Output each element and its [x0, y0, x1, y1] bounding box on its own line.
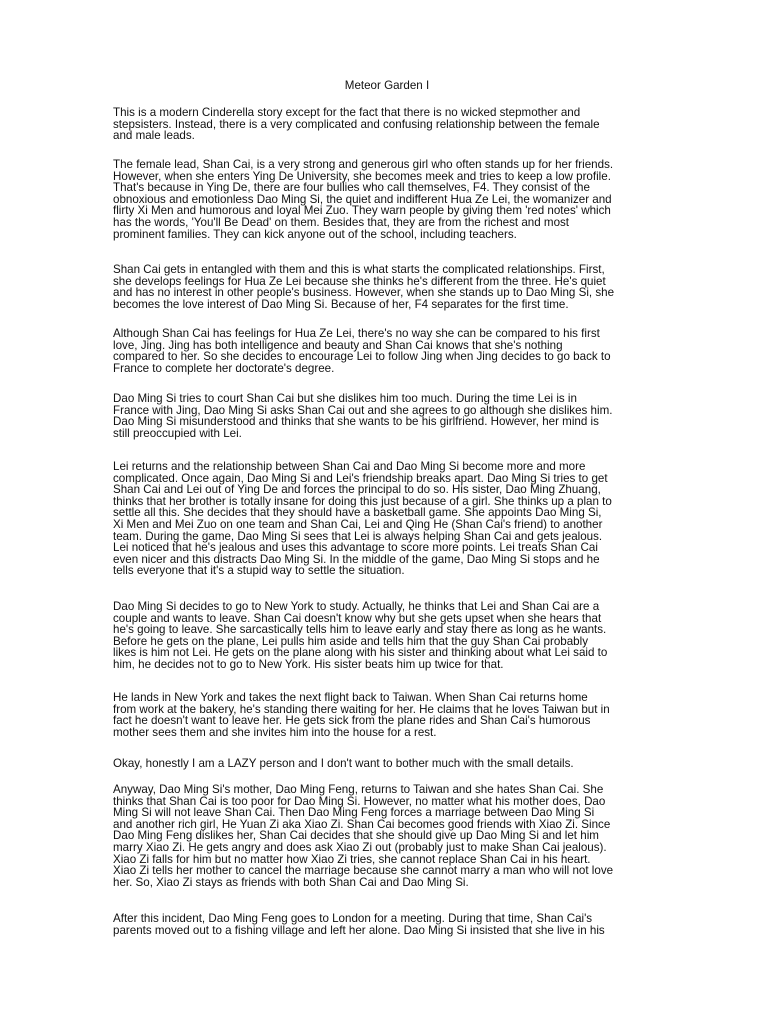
text-line: Dao Ming Si decides to go to New York to study. Actually, he thinks that Lei and Shan Cai are a: [113, 600, 600, 613]
text-line: she develops feelings for Hua Ze Lei because she thinks he's different from the three. He's quiet: [113, 274, 606, 288]
text-line: Lei returns and the relationship between Shan Cai and Dao Ming Si become more and more: [113, 460, 586, 473]
text-line: stepsisters. Instead, there is a very complicated and confusing relationship between the female: [113, 117, 600, 131]
paragraph-return: [113, 692, 661, 738]
paragraph-intro: [113, 107, 661, 142]
paragraph-entanglement: [113, 264, 661, 310]
text-line: Shan Cai gets in entangled with them and this is what starts the complicated relationships. First,: [113, 263, 605, 276]
text-line: even nicer and this distracts Dao Ming Si. In the middle of the game, Dao Ming Si stops and he: [113, 552, 600, 566]
text-line: has the words, 'You'll Be Dead' on them. Besides that, they are from the richest and most: [113, 215, 570, 229]
text-line: likes is him not Lei. He gets on the plane along with his sister and thinking about what Lei said to: [113, 646, 608, 660]
text-line: After this incident, Dao Ming Feng goes to London for a meeting. During that time, Shan Cai's: [113, 912, 593, 925]
text-line: thinks that Shan Cai is too poor for Dao Ming Si. However, no matter what his mother does, Dao: [113, 794, 606, 808]
text-line: Ming Si will not leave Shan Cai. Then Dao Ming Feng forces a marriage between Dao Ming Si: [113, 806, 595, 820]
text-line: settle all this. She decides that they should have a basketball game. She appoints Dao Ming Si,: [113, 506, 602, 520]
text-line: and has no interest in other people's business. However, when she stands up to Dao Ming Si, she: [113, 286, 615, 300]
paragraph-mother: [113, 784, 661, 888]
text-line: complicated. Once again, Dao Ming Si and Lei's friendship breaks apart. Dao Ming Si tries to get: [113, 471, 608, 485]
text-line: marry Xiao Zi. He gets angry and does ask Xiao Zi out (probably just to make Shan Cai jealous).: [113, 840, 607, 854]
text-line: her. So, Xiao Zi stays as friends with both Shan Cai and Dao Ming Si.: [113, 875, 469, 889]
text-line: flirty Xi Men and humorous and loyal Mei Zuo. They warn people by giving them 'red notes' which: [113, 204, 611, 218]
text-line: Xiao Zi falls for him but no matter how Xiao Zi tries, she cannot replace Shan Cai in his heart.: [113, 852, 591, 866]
text-line: France with Jing, Dao Ming Si asks Shan Cai out and she agrees to go although she dislikes him.: [113, 403, 613, 417]
text-line: Although Shan Cai has feelings for Hua Ze Lei, there's no way she can be compared to his first: [113, 327, 600, 340]
text-line: tells everyone that it's a stupid way to settle the situation.: [113, 564, 405, 578]
text-line: Dao Ming Feng dislikes her, Shan Cai decides that she should give up Dao Ming Si and let him: [113, 829, 599, 843]
text-line: becomes the love interest of Dao Ming Si. Because of her, F4 separates for the first time.: [113, 297, 569, 311]
text-line: Dao Ming Si tries to court Shan Cai but she dislikes him too much. During the time Lei is in: [113, 392, 577, 405]
text-line: thinks that her brother is totally insane for doing this just because of a girl. She thinks up a plan to: [113, 494, 612, 508]
paragraph-court: [113, 393, 661, 439]
text-line: him, he decides not to go to New York. His sister beats him up twice for that.: [113, 657, 504, 671]
document-page: [113, 0, 661, 1024]
text-line: Lei noticed that he's jealous and uses this advantage to score more points. Lei treats Shan Cai: [113, 541, 598, 555]
paragraph-aside: [113, 758, 661, 770]
text-line: compared to her. So she decides to encourage Lei to follow Jing when Jing decides to go back to: [113, 350, 611, 364]
paragraph-new-york: [113, 601, 661, 671]
text-line: still preoccupied with Lei.: [113, 426, 242, 440]
text-line: He lands in New York and takes the next flight back to Taiwan. When Shan Cai returns home: [113, 691, 588, 704]
text-line: France to complete her doctorate's degree.: [113, 361, 335, 375]
text-line: prominent families. They can kick anyone out of the school, including teachers.: [113, 227, 517, 241]
text-line: Shan Cai and Lei out of Ying De and forces the principal to do so. His sister, Dao Ming Zhuang,: [113, 483, 601, 497]
text-line: Before he gets on the plane, Lei pulls him aside and tells him that the guy Shan Cai probably: [113, 634, 588, 648]
text-line: and male leads.: [113, 129, 195, 143]
text-line: However, when she enters Ying De University, she becomes meek and tries to keep a low profile.: [113, 169, 611, 183]
text-line: Xiao Zi tells her mother to cancel the marriage because she cannot marry a man who will not love: [113, 864, 614, 878]
text-line: couple and wants to leave. Shan Cai doesn't know why but she gets upset when she hears that: [113, 611, 602, 625]
text-line: Dao Ming Si misunderstood and thinks that she wants to be his girlfriend. However, her mind is: [113, 415, 599, 429]
text-line: This is a modern Cinderella story except for the fact that there is no wicked stepmother and: [113, 106, 581, 119]
text-line: from work at the bakery, he's standing there waiting for her. He claims that he loves Taiwan but in: [113, 702, 610, 716]
text-line: fact he doesn't want to leave her. He gets sick from the plane rides and Shan Cai's humorous: [113, 714, 591, 728]
paragraph-london: [113, 913, 661, 936]
text-line: mother sees them and she invites him into the house for a rest.: [113, 725, 437, 739]
text-line: Xi Men and Mei Zuo on one team and Shan Cai, Lei and Qing He (Shan Cai's friend) to another: [113, 517, 603, 531]
text-line: team. During the game, Dao Ming Si sees that Lei is always helping Shan Cai and gets jealous.: [113, 529, 603, 543]
document-title: Meteor Garden I: [344, 79, 430, 92]
text-line: Okay, honestly I am a LAZY person and I don't want to bother much with the small details.: [113, 757, 574, 770]
text-line: parents moved out to a fishing village and left her alone. Dao Ming Si insisted that she live in his: [113, 923, 605, 937]
text-line: love, Jing. Jing has both intelligence and beauty and Shan Cai knows that she's nothing: [113, 338, 563, 352]
paragraph-female-lead: [113, 159, 661, 240]
text-line: he's going to leave. She sarcastically tells him to leave early and stay there as long as he wants.: [113, 623, 607, 637]
text-line: and another rich girl, He Yuan Zi aka Xiao Zi. Shan Cai becomes good friends with Xiao Zi. Since: [113, 817, 611, 831]
text-line: That's because in Ying De, there are four bullies who call themselves, F4. They consist of the: [113, 181, 590, 195]
paragraph-jing: [113, 328, 661, 374]
text-line: Anyway, Dao Ming Si's mother, Dao Ming Feng, returns to Taiwan and she hates Shan Cai. She: [113, 783, 604, 796]
paragraph-basketball: [113, 461, 661, 577]
text-line: obnoxious and emotionless Dao Ming Si, the quiet and indifferent Hua Ze Lei, the womanizer and: [113, 192, 612, 206]
text-line: The female lead, Shan Cai, is a very strong and generous girl who often stands up for her friends.: [113, 158, 614, 171]
